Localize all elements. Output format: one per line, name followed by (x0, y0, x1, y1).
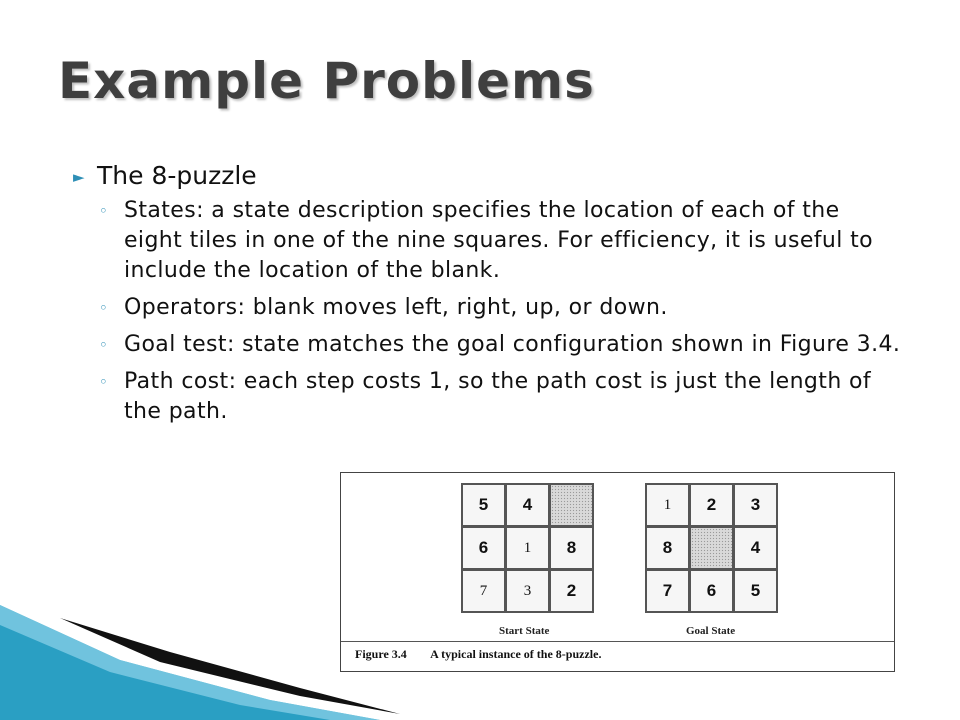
start-tile: 7 (461, 569, 506, 613)
goal-blank-tile (689, 526, 734, 570)
start-tile: 2 (549, 569, 594, 613)
corner-swoosh-decoration (0, 600, 400, 720)
start-state-label: Start State (499, 625, 550, 637)
goal-tile: 7 (645, 569, 690, 613)
goal-tile: 2 (689, 483, 734, 527)
bullet-text: Goal test: state matches the goal configuration shown in Figure 3.4. (124, 332, 901, 357)
bullet-item-path-cost (73, 367, 903, 427)
goal-tile: 4 (733, 526, 778, 570)
start-state-grid (461, 483, 593, 612)
caption-number: Figure 3.4 (355, 647, 407, 661)
goal-tile: 3 (733, 483, 778, 527)
puzzle-figure (340, 472, 895, 672)
bullet-text: Path cost: each step costs 1, so the path cost is just the length of the path. (124, 369, 872, 424)
ring-bullet-icon: ◦ (99, 336, 109, 354)
start-blank-tile (549, 483, 594, 527)
slide-title: Example Problems (58, 52, 595, 110)
bullet-item-states (73, 196, 903, 286)
start-tile: 8 (549, 526, 594, 570)
bullet-text: States: a state description specifies the location of each of the eight tiles in one of the nine squares. For efficiency, it is useful to include the location of the blank. (124, 198, 874, 283)
bullet-item-operators (73, 293, 903, 323)
bullet-item-goal-test (73, 330, 903, 360)
goal-tile: 8 (645, 526, 690, 570)
start-tile: 5 (461, 483, 506, 527)
heading-item (73, 158, 903, 194)
start-tile: 1 (505, 526, 550, 570)
ring-bullet-icon: ◦ (99, 202, 109, 220)
goal-state-grid (645, 483, 777, 612)
goal-state-label: Goal State (686, 625, 736, 637)
goal-tile: 6 (689, 569, 734, 613)
ring-bullet-icon: ◦ (99, 299, 109, 317)
goal-tile: 1 (645, 483, 690, 527)
goal-tile: 5 (733, 569, 778, 613)
heading-text: The 8-puzzle (97, 161, 257, 190)
start-tile: 6 (461, 526, 506, 570)
slide-content (73, 158, 903, 434)
bullet-text: Operators: blank moves left, right, up, or down. (124, 295, 668, 320)
caption-divider (341, 641, 894, 642)
ring-bullet-icon: ◦ (99, 373, 109, 391)
triangle-bullet-icon: ► (73, 168, 85, 186)
start-tile: 3 (505, 569, 550, 613)
start-tile: 4 (505, 483, 550, 527)
caption-text: A typical instance of the 8-puzzle. (430, 647, 602, 661)
